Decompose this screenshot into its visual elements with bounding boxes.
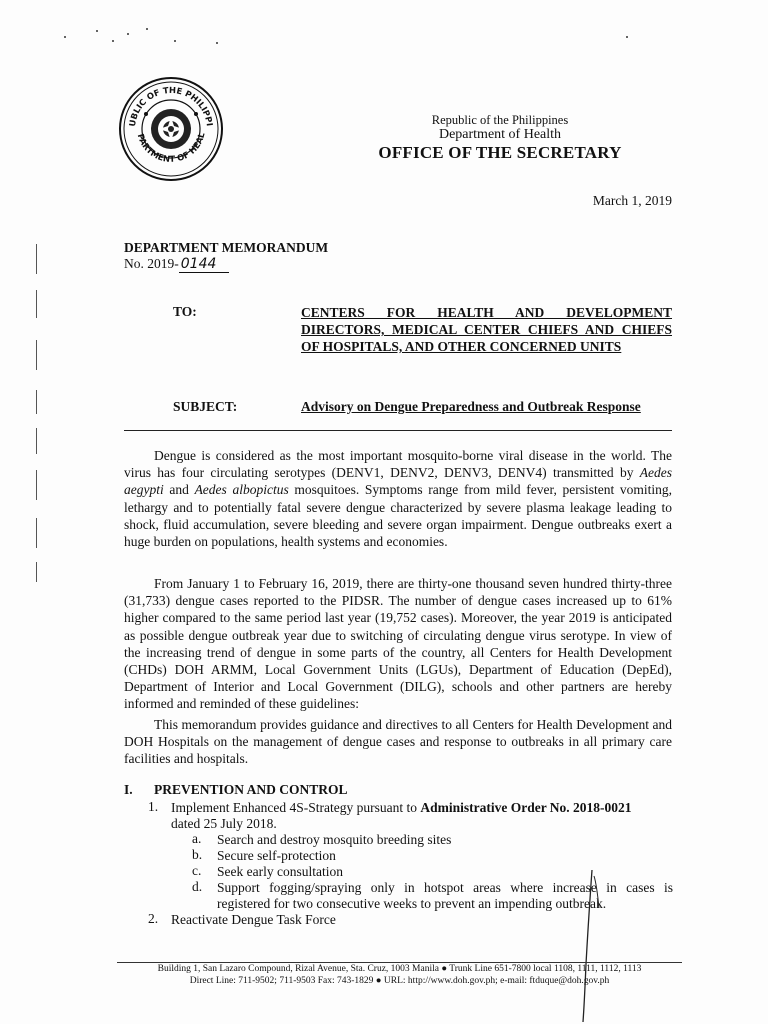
item-1-text [171,799,632,816]
footer-contact: Direct Line: 711-9502; 711-9503 Fax: 743-1829 ● URL: http://www.doh.gov.ph; e-mail: ftduque@doh.gov.ph [189,976,610,986]
memo-date: March 1, 2019 [592,193,672,208]
memo-number-handwritten: 0144 [179,256,229,273]
handwritten-stroke [576,868,606,1024]
subitem-b-marker: b. [192,847,203,862]
item-1-text-a: Implement Enhanced 4S-Strategy pursuant to [171,800,421,815]
subitem-d-text: Support fogging/spraying only in hotspot areas where increase in cases is [217,880,673,895]
section-number: I. [124,782,133,797]
item-2-marker: 2. [148,911,159,926]
scan-margin-mark [36,428,37,454]
paragraph-3-text: This memorandum provides guidance and directives to all Centers for Health Development and DOH Hospitals on the management of dengue cases and response to outbreaks in all primary care facilities and hospitals. [124,717,672,767]
header-office: OFFICE OF THE SECRETARY [378,143,622,162]
subitem-d-text-cont: registered for two consecutive weeks to prevent an impending outbreak. [217,896,607,911]
paragraph-2-text: From January 1 to February 16, 2019, there are thirty-one thousand seven hundred thirty-three (31,733) dengue cases reported to the PIDSR. The number of dengue cases increased up to 61% higher compared to the same period last year (19,752 cases). Moreover, the year 2019 is anticipated as possible dengue outbreak year due to switching of circulating dengue virus serotype. In view of the increasing trend of dengue in some parts of the country, all Centers for Health Development (CHDs) DOH ARMM, Local Government Units (LGUs), Department of Education (DepEd), Department of Interior and Local Government (DILG), schools and other partners are hereby informed and reminded of these guidelines: [124,576,672,712]
paragraph-2 [124,575,672,713]
subitem-a-marker: a. [192,831,202,846]
subitem-c-marker: c. [192,863,202,878]
memo-number [124,256,229,273]
species-albopictus: Aedes albopictus [194,482,289,498]
subject-label: SUBJECT: [173,399,238,414]
scan-margin-mark [36,562,37,582]
scan-margin-mark [36,470,37,500]
paragraph-3 [124,716,672,768]
species-aegypti: Aedes aegypti [124,465,672,498]
item-1-order-ref: Administrative Order No. 2018-0021 [420,800,632,815]
paragraph-1-text-a: Dengue is considered as the most important mosquito-borne viral disease in the world. The virus has four circulating serotypes (DENV1, DENV2, DENV3, DENV4) transmitted by [124,448,672,481]
seal-top-text: UBLIC OF THE PHILIPPI [127,84,215,128]
subject-text: Advisory on Dengue Preparedness and Outbreak Response [301,399,641,414]
to-recipients: CENTERS FOR HEALTH AND DEVELOPMENT DIRECTORS, MEDICAL CENTER CHIEFS AND CHIEFS OF HOSPITALS, AND OTHER CONCERNED UNITS [301,305,672,354]
seal-bottom-text: PARTMENT OF HEAL [135,132,207,164]
scan-margin-mark [36,390,37,414]
item-1-date: dated 25 July 2018. [171,816,277,831]
subitem-d-marker: d. [192,879,203,894]
subitem-c-text: Seek early consultation [217,864,343,879]
scan-margin-mark [36,244,37,274]
section-title: PREVENTION AND CONTROL [154,782,348,797]
scan-margin-mark [36,290,37,318]
footer-address: Building 1, San Lazaro Compound, Rizal Avenue, Sta. Cruz, 1003 Manila ● Trunk Line 651-7800 local 1108, 1111, 1112, 1113 [157,964,642,974]
header-department: Department of Health [438,127,562,142]
to-label: TO: [173,304,197,319]
subitem-a-text: Search and destroy mosquito breeding sites [217,832,452,847]
scan-margin-mark [36,518,37,548]
scan-margin-mark [36,340,37,370]
footer-divider [117,962,682,963]
paragraph-1 [124,447,672,550]
item-2-text: Reactivate Dengue Task Force [171,912,336,927]
paragraph-1-text-b: and [163,482,195,498]
subitem-b-text: Secure self-protection [217,848,336,863]
memo-number-prefix: No. 2019- [124,256,179,271]
header-republic: Republic of the Philippines [431,113,569,127]
header-divider [124,430,672,431]
memo-title: DEPARTMENT MEMORANDUM [124,240,329,255]
paragraph-1-text-c: mosquitoes. Symptoms range from mild fever, persistent vomiting, lethargy and to potentially fatal severe dengue characterized by severe plasma leakage leading to shock, fluid accumulation, severe bleeding and severe organ impairment. Dengue outbreaks exert a huge burden on populations, health systems and economies. [124,482,672,550]
doh-seal [118,76,224,182]
item-1-marker: 1. [148,799,159,814]
